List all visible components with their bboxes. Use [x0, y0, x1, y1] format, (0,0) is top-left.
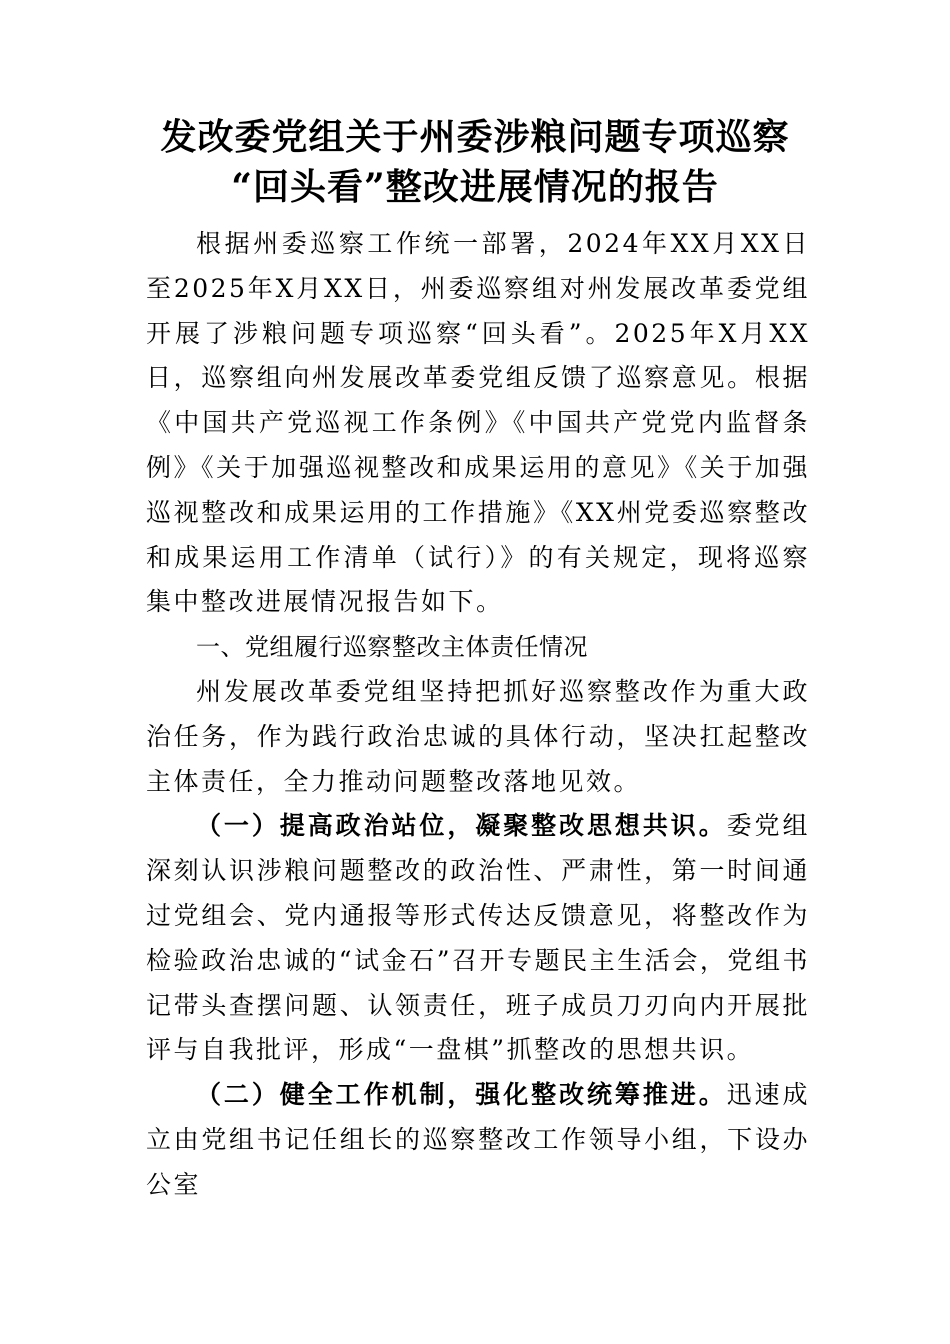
intro-paragraph: 根据州委巡察工作统一部署，2024年XX月XX日至2025年X月XX日，州委巡察组对州发展改革委党组开展了涉粮问题专项巡察“回头看”。2025年X月XX日，巡察组向州发展改革委党组反馈了巡察意见。根据《中国共产党巡视工作条例》《中国共产党党内监督条例》《关于加强巡视整改和成果运用的意见》《关于加强巡视整改和成果运用的工作措施》《XX州党委巡察整改和成果运用工作清单（试行）》的有关规定，现将巡察集中整改进展情况报告如下。 [146, 229, 810, 617]
section-heading-1: 一、党组履行巡察整改主体责任情况 [196, 633, 588, 662]
document-body [146, 222, 810, 1208]
subsection-1-paragraph [146, 804, 810, 1073]
section-1-paragraph: 州发展改革委党组坚持把抓好巡察整改作为重大政治任务，作为践行政治忠诚的具体行动，坚决扛起整改主体责任，全力推动问题整改落地见效。 [146, 676, 810, 796]
document-title-line-1: 发改委党组关于州委涉粮问题专项巡察 [160, 116, 790, 158]
subsection-2-paragraph [146, 1073, 810, 1207]
document-title-line-2: “回头看”整改进展情况的报告 [231, 166, 719, 208]
subsection-1-heading: （一）提高政治站位，凝聚整改思想共识。 [196, 811, 727, 841]
subsection-2-text: 迅速成立由党组书记任组长的巡察整改工作领导小组，下设办公室 [146, 1080, 810, 1199]
subsection-1-text: 委党组深刻认识涉粮问题整改的政治性、严肃性，第一时间通过党组会、党内通报等形式传达反馈意见，将整改作为检验政治忠诚的“试金石”召开专题民主生活会，党组书记带头查摆问题、认领责任，班子成员刀刃向内开展批评与自我批评，形成“一盘棋”抓整改的思想共识。 [146, 811, 810, 1065]
subsection-2-heading: （二）健全工作机制，强化整改统筹推进。 [196, 1080, 727, 1110]
